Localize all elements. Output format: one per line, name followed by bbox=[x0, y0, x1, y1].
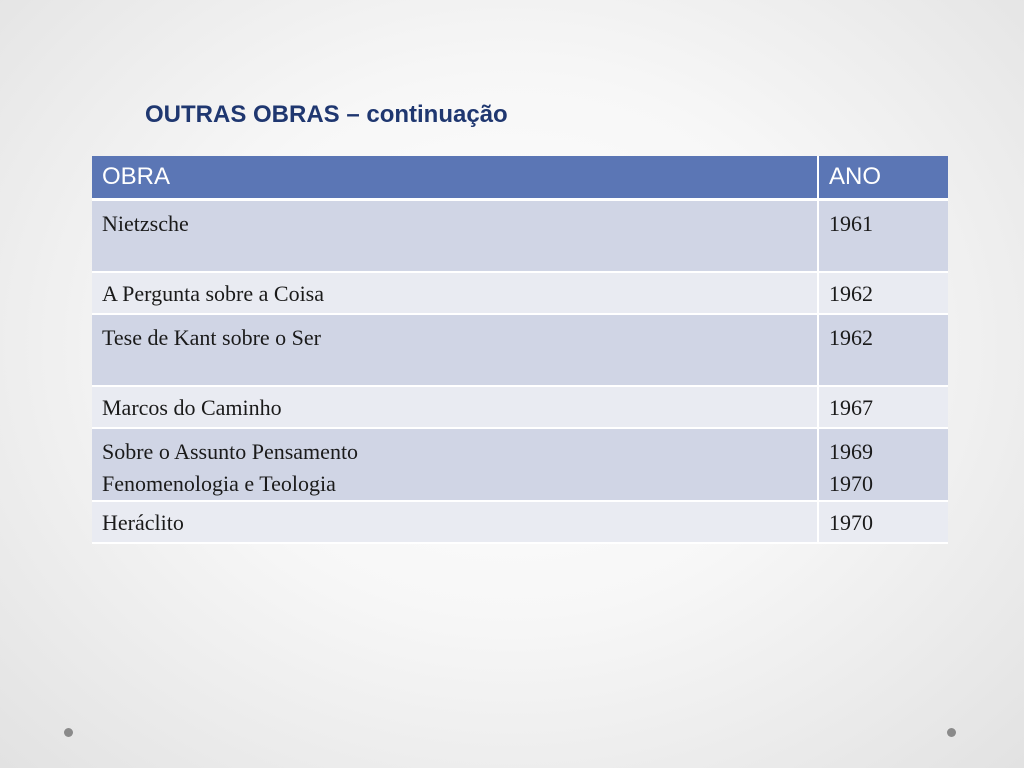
ano-cell bbox=[818, 272, 948, 314]
obra-title: Tese de Kant sobre o Ser bbox=[102, 324, 322, 350]
works-table bbox=[92, 156, 948, 544]
obra-title: Nietzsche bbox=[102, 211, 189, 236]
ano-cell bbox=[818, 386, 948, 428]
ano-value: 1969 bbox=[829, 438, 873, 464]
slide-corner-dot-left bbox=[64, 728, 73, 737]
table-row bbox=[92, 428, 948, 501]
obra-title: Fenomenologia e Teologia bbox=[102, 470, 336, 496]
table-row bbox=[92, 314, 948, 386]
ano-value: 1962 bbox=[829, 280, 873, 306]
obra-title: Marcos do Caminho bbox=[102, 394, 282, 420]
obra-cell bbox=[92, 501, 818, 543]
obra-title: Sobre o Assunto Pensamento bbox=[102, 438, 359, 464]
obra-cell bbox=[92, 200, 818, 272]
table-row bbox=[92, 386, 948, 428]
ano-value: 1961 bbox=[829, 211, 873, 236]
column-header-obra: OBRA bbox=[92, 156, 818, 200]
ano-cell bbox=[818, 501, 948, 543]
ano-cell bbox=[818, 200, 948, 272]
obra-cell bbox=[92, 272, 818, 314]
slide-title: OUTRAS OBRAS – continuação bbox=[145, 101, 508, 128]
table-row bbox=[92, 200, 948, 272]
table-header-row bbox=[92, 156, 948, 200]
ano-cell bbox=[818, 428, 948, 501]
ano-value: 1967 bbox=[829, 394, 873, 420]
slide-corner-dot-right bbox=[947, 728, 956, 737]
column-header-ano: ANO bbox=[818, 156, 948, 200]
ano-value: 1970 bbox=[829, 470, 873, 496]
obra-cell bbox=[92, 386, 818, 428]
table-row bbox=[92, 272, 948, 314]
ano-value: 1970 bbox=[829, 509, 873, 535]
ano-value: 1962 bbox=[829, 324, 873, 350]
ano-cell bbox=[818, 314, 948, 386]
obra-title: A Pergunta sobre a Coisa bbox=[102, 280, 325, 306]
obra-cell bbox=[92, 428, 818, 501]
table-row bbox=[92, 501, 948, 543]
obra-cell bbox=[92, 314, 818, 386]
obra-title: Heráclito bbox=[102, 509, 184, 535]
